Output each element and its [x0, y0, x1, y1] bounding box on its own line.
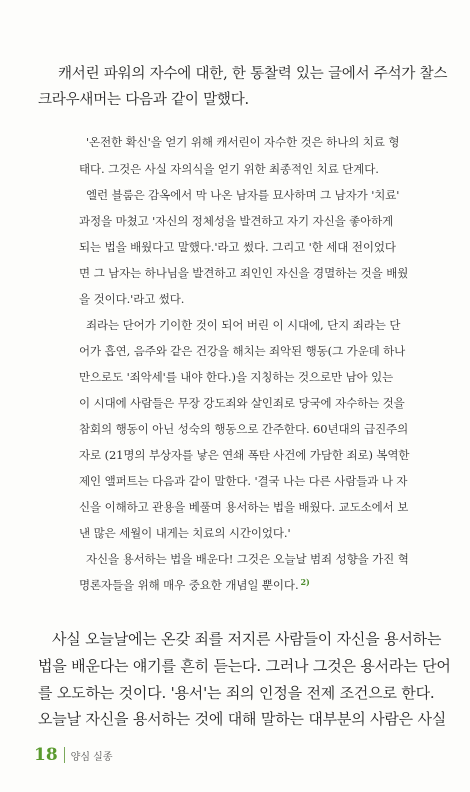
quote-line-4: 과정을 마쳤고 '자신의 정체성을 발견하고 자기 자신을 좋아하게 — [79, 214, 394, 228]
quote-line-11: 이 시대에 사람들은 무장 강도죄와 살인죄로 당국에 자수하는 것을 — [79, 396, 405, 410]
chapter-title: 양심 실종 — [70, 751, 113, 763]
quote-line-7: 을 것이다.'라고 썼다. — [79, 292, 185, 306]
quote-line-15: 신을 이해하고 관용을 베풀며 용서하는 법을 배웠다. 교도소에서 보 — [79, 500, 409, 514]
quote-line-14: 제인 앨퍼트는 다음과 같이 말한다. '결국 나는 다른 사람들과 나 자 — [79, 474, 408, 488]
page-footer — [34, 745, 113, 765]
quote-line-17: 자신을 용서하는 법을 배운다! 그것은 오늘날 범죄 성향을 가진 혁 — [86, 552, 409, 566]
quote-line-18 — [79, 577, 310, 593]
intro-line-2: 크라우새머는 다음과 같이 말했다. — [38, 92, 249, 108]
body-line-3: 를 오도하는 것이다. '용서'는 죄의 인정을 전제 조건으로 한다. — [38, 684, 435, 702]
footnote-ref[interactable]: 2) — [300, 577, 310, 587]
quote-line-8: 죄라는 단어가 기이한 것이 되어 버린 이 시대에, 단지 죄라는 단 — [86, 318, 401, 332]
quote-line-5: 되는 법을 배웠다고 말했다.'라고 썼다. 그리고 '한 세대 전이었다 — [79, 240, 396, 254]
quote-line-18-text: 명론자들을 위해 매우 중요한 개념일 뿐이다. — [79, 578, 299, 592]
page-number: 18 — [34, 745, 58, 765]
quote-line-9: 어가 흡연, 음주와 같은 건강을 해치는 죄악된 행동(그 가운데 하나 — [79, 344, 406, 358]
quote-line-13: 자로 (21명의 부상자를 낳은 연쇄 폭탄 사건에 가담한 죄로) 복역한 — [79, 448, 410, 462]
intro-line-1: 캐서린 파워의 자수에 대한, 한 통찰력 있는 글에서 주석가 찰스 — [58, 66, 448, 82]
quote-line-16: 낸 많은 세월이 내게는 치료의 시간이었다.' — [79, 526, 291, 540]
quote-line-1: '온전한 확신'을 얻기 위해 캐서린이 자수한 것은 하나의 치료 형 — [86, 135, 400, 149]
body-line-1: 사실 오늘날에는 온갖 죄를 저지른 사람들이 자신을 용서하는 — [52, 630, 442, 648]
body-line-2: 법을 배운다는 얘기를 흔히 듣는다. 그러나 그것은 용서라는 단어 — [38, 657, 451, 675]
quote-line-3: 엘런 블룸은 감옥에서 막 나온 남자를 묘사하며 그 남자가 '치료' — [86, 188, 400, 202]
quote-line-2: 태다. 그것은 사실 자의식을 얻기 위한 최종적인 치료 단계다. — [79, 162, 379, 176]
quote-line-12: 참회의 행동이 아닌 성숙의 행동으로 간주한다. 60년대의 급진주의 — [79, 422, 409, 436]
quote-line-6: 면 그 남자는 하나님을 발견하고 죄인인 자신을 경멸하는 것을 배웠 — [79, 266, 409, 280]
footer-divider — [64, 747, 65, 763]
quote-line-10: 만으로도 '죄악세'를 내야 한다.)을 지칭하는 것으로만 남아 있는 — [79, 370, 394, 384]
body-line-4: 오늘날 자신을 용서하는 것에 대해 말하는 대부분의 사람은 사실 — [38, 710, 447, 728]
